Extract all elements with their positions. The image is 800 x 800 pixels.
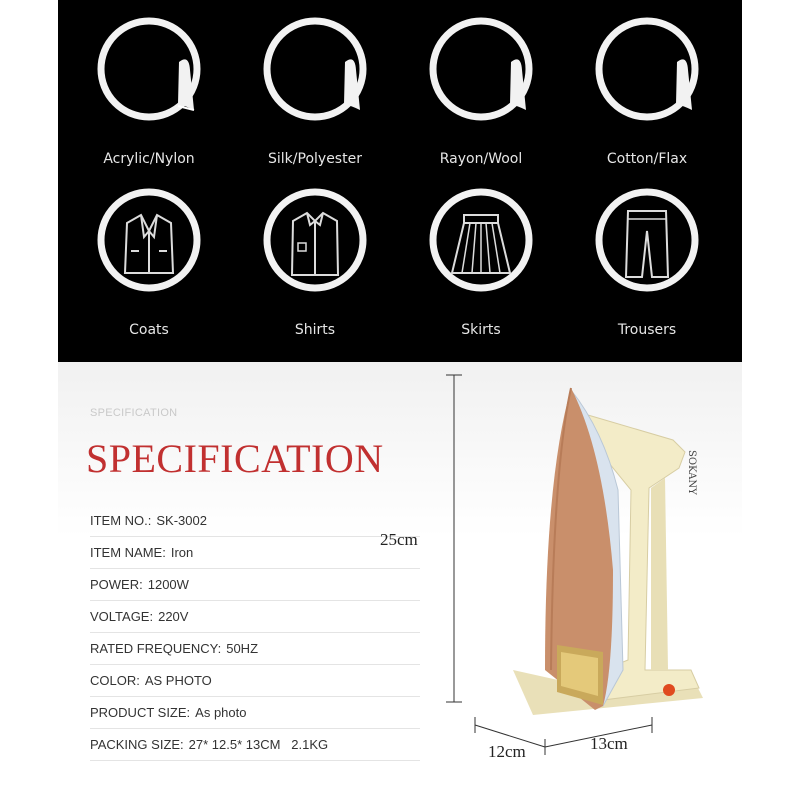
spec-value: 220V [158,609,189,624]
brand-text: SOKANY [686,450,697,495]
height-label: 25cm [380,530,418,549]
garment-label-shirts: Shirts [294,322,336,338]
skirt-icon [426,185,536,295]
spec-row-color [90,665,420,697]
spec-row-power [90,569,420,601]
garment-label-trousers: Trousers [617,322,677,338]
spec-key: PACKING SIZE: [90,737,184,752]
spec-key: VOLTAGE: [90,609,154,624]
spec-row-packing-size [90,729,420,761]
fabric-label-silk-polyester: Silk/Polyester [268,151,362,167]
garment-label-skirts: Skirts [461,322,501,338]
shirt-icon [260,185,370,295]
trousers-icon [592,185,702,295]
iron-icon [94,14,204,124]
garment-label-coats: Coats [129,322,169,338]
spec-title: SPECIFICATION [86,436,384,481]
spec-caption: SPECIFICATION [90,407,178,419]
coat-icon [94,185,204,295]
depth-label: 12cm [488,742,526,761]
spec-key: POWER: [90,577,143,592]
spec-key: PRODUCT SIZE: [90,705,191,720]
specification-panel [58,362,742,800]
spec-value: Iron [170,545,194,560]
spec-row-frequency [90,633,420,665]
spec-key: RATED FREQUENCY: [90,641,222,656]
spec-key: ITEM NAME: [90,545,166,560]
spec-value: SK-3002 [156,513,207,528]
fabric-label-acrylic-nylon: Acrylic/Nylon [103,151,195,167]
spec-key: COLOR: [90,673,140,688]
spec-value: 27* 12.5* 13CM 2.1KG [188,737,329,752]
spec-table [90,505,420,761]
spec-value: 50HZ [226,641,259,656]
iron-icon [260,14,370,124]
iron-icon [592,14,702,124]
spec-row-voltage [90,601,420,633]
fabric-label-rayon-wool: Rayon/Wool [439,151,523,167]
spec-key: ITEM NO.: [90,513,152,528]
spec-value: As photo [195,705,247,720]
spec-row-item-name [90,537,420,569]
fabric-guide-panel [58,0,742,362]
spec-value: AS PHOTO [144,673,212,688]
spec-row-item-no [90,505,420,537]
iron-icon [426,14,536,124]
spec-value: 1200W [147,577,189,592]
spec-row-product-size [90,697,420,729]
width-label: 13cm [590,734,628,753]
fabric-label-cotton-flax: Cotton/Flax [606,151,688,167]
